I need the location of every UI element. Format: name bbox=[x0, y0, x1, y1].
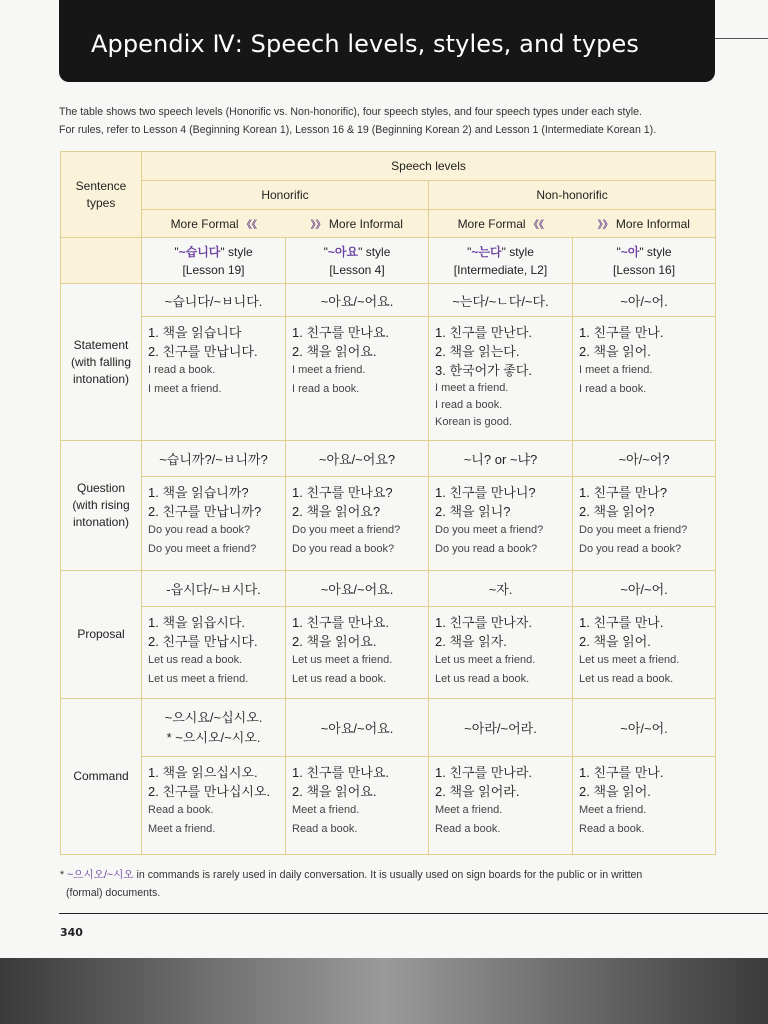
korean-example: 1. 친구를 만나? bbox=[579, 485, 668, 500]
example-cell bbox=[429, 607, 573, 699]
more-informal-header bbox=[286, 210, 429, 238]
english-translation: I meet a friend. bbox=[292, 364, 366, 376]
english-translation: Do you read a book? bbox=[579, 543, 682, 555]
korean-example: 2. 책을 읽어? bbox=[579, 504, 655, 519]
korean-example: 1. 책을 읽으십시오. bbox=[148, 765, 258, 780]
english-translation: Meet a friend. bbox=[292, 804, 360, 816]
english-translation: Let us read a book. bbox=[579, 673, 674, 685]
ending-cell: ~아요/~어요. bbox=[286, 699, 429, 757]
english-translation: I meet a friend. bbox=[579, 364, 653, 376]
example-cell bbox=[573, 757, 716, 855]
style-lesson: [Lesson 19] bbox=[182, 262, 245, 277]
style-ending: ~는다 bbox=[471, 244, 502, 259]
intro-line: For rules, refer to Lesson 4 (Beginning Korean 1), Lesson 16 & 19 (Beginning Korean 2) and Lesson 1 (Intermediate Korean 1). bbox=[59, 124, 657, 136]
english-translation: Read a book. bbox=[292, 823, 358, 835]
english-translation: I read a book. bbox=[435, 399, 503, 411]
example-cell bbox=[142, 757, 286, 855]
korean-example: 2. 친구를 만납시다. bbox=[148, 634, 258, 649]
double-chevron-right-icon: 》》 bbox=[597, 220, 613, 231]
korean-example: 2. 친구를 만납니까? bbox=[148, 504, 262, 519]
footnote-text: in commands is rarely used in daily conversation. It is usually used on sign boards for the public or in written bbox=[133, 869, 643, 881]
double-chevron-left-icon: 《《 bbox=[241, 220, 257, 231]
title-bar bbox=[59, 0, 715, 82]
style-word: style bbox=[509, 244, 534, 259]
english-translation: Do you read a book? bbox=[435, 543, 538, 555]
korean-example: 1. 책을 읽읍시다. bbox=[148, 615, 246, 630]
korean-example: 2. 책을 읽어. bbox=[579, 344, 651, 359]
example-cell bbox=[573, 607, 716, 699]
english-translation: Do you meet a friend? bbox=[292, 524, 401, 536]
style-ending: ~아 bbox=[620, 244, 640, 259]
example-cell bbox=[286, 757, 429, 855]
more-informal-label: More Informal bbox=[328, 217, 403, 231]
english-translation: Do you meet a friend? bbox=[148, 543, 257, 555]
english-translation: Let us meet a friend. bbox=[579, 654, 680, 666]
ending-cell: ~습니다/~ㅂ니다. bbox=[142, 284, 286, 317]
korean-example: 2. 책을 읽어요. bbox=[292, 634, 377, 649]
page-number: 340 bbox=[60, 926, 83, 939]
ending-cell: ~아요/~어요? bbox=[286, 441, 429, 477]
row-label-question: Question (with rising intonation) bbox=[61, 441, 142, 571]
english-translation: I read a book. bbox=[148, 364, 216, 376]
korean-example: 2. 책을 읽어라. bbox=[435, 784, 520, 799]
korean-example: 2. 책을 읽어요? bbox=[292, 504, 381, 519]
ending-cell: ~아라/~어라. bbox=[429, 699, 573, 757]
english-translation: Let us meet a friend. bbox=[435, 654, 536, 666]
korean-example: 1. 친구를 만나요. bbox=[292, 615, 390, 630]
korean-example: 1. 친구를 만나니? bbox=[435, 485, 536, 500]
scan-background bbox=[0, 958, 768, 1024]
example-cell bbox=[142, 607, 286, 699]
style-ending: ~습니다 bbox=[178, 244, 221, 259]
english-translation: Korean is good. bbox=[435, 416, 513, 428]
row-label-proposal: Proposal bbox=[61, 571, 142, 699]
ending-cell: ~아요/~어요. bbox=[286, 284, 429, 317]
footnote-text-cont: (formal) documents. bbox=[66, 887, 161, 899]
english-translation: Let us read a book. bbox=[292, 673, 387, 685]
english-translation: Meet a friend. bbox=[579, 804, 647, 816]
style-word: style bbox=[227, 244, 253, 259]
more-informal-label: More Informal bbox=[615, 217, 690, 231]
row-label-statement: Statement (with falling intonation) bbox=[61, 284, 142, 441]
ending-cell: ~아/~어. bbox=[573, 571, 716, 607]
english-translation: Meet a friend. bbox=[435, 804, 503, 816]
divider bbox=[715, 38, 768, 39]
ending-cell: ~는다/~ㄴ다/~다. bbox=[429, 284, 573, 317]
korean-example: 2. 책을 읽어. bbox=[579, 784, 651, 799]
style-lesson: [Lesson 16] bbox=[612, 262, 676, 277]
page-title: Appendix Ⅳ: Speech levels, styles, and types bbox=[91, 30, 639, 58]
english-translation: I meet a friend. bbox=[435, 382, 509, 394]
footnote-star: * bbox=[60, 869, 65, 881]
english-translation: Let us meet a friend. bbox=[292, 654, 393, 666]
style-cell: "~습니다" style [Lesson 19] bbox=[142, 238, 286, 284]
english-translation: Let us read a book. bbox=[435, 673, 530, 685]
example-cell bbox=[429, 757, 573, 855]
english-translation: Do you meet a friend? bbox=[435, 524, 544, 536]
english-translation: Do you read a book? bbox=[148, 524, 251, 536]
ending-text-alt: * ~으시오/~시오. bbox=[166, 729, 261, 745]
example-cell bbox=[142, 477, 286, 571]
korean-example: 2. 책을 읽니? bbox=[435, 504, 511, 519]
korean-example: 2. 친구를 만납니다. bbox=[148, 344, 258, 359]
english-translation: Read a book. bbox=[435, 823, 501, 835]
korean-example: 2. 책을 읽어요. bbox=[292, 784, 377, 799]
english-translation: Do you meet a friend? bbox=[579, 524, 688, 536]
example-cell bbox=[573, 317, 716, 441]
korean-example: 1. 친구를 만나요. bbox=[292, 765, 390, 780]
english-translation: Read a book. bbox=[579, 823, 645, 835]
korean-example: 1. 친구를 만나요. bbox=[292, 325, 390, 340]
ending-text: ~으시요/~십시오. bbox=[164, 709, 263, 725]
korean-example: 1. 친구를 만나라. bbox=[435, 765, 533, 780]
speech-levels-table bbox=[60, 151, 716, 855]
style-ending: ~아요 bbox=[327, 244, 359, 259]
example-cell bbox=[286, 317, 429, 441]
style-cell: "~는다" style [Intermediate, L2] bbox=[429, 238, 573, 284]
korean-example: 1. 친구를 만나. bbox=[579, 765, 664, 780]
blank-cell bbox=[61, 238, 142, 284]
footnote-term: ~으시오/~시오 bbox=[67, 869, 134, 881]
english-translation: I read a book. bbox=[579, 383, 647, 395]
korean-example: 1. 친구를 만나. bbox=[579, 325, 664, 340]
ending-cell: ~자. bbox=[429, 571, 573, 607]
ending-cell: ~아요/~어요. bbox=[286, 571, 429, 607]
korean-example: 2. 책을 읽자. bbox=[435, 634, 507, 649]
style-cell: "~아" style [Lesson 16] bbox=[573, 238, 716, 284]
korean-example: 3. 한국어가 좋다. bbox=[435, 363, 533, 378]
ending-cell: ~아/~어. bbox=[573, 284, 716, 317]
style-cell: "~아요" style [Lesson 4] bbox=[286, 238, 429, 284]
intro-text bbox=[59, 103, 729, 139]
intro-line: The table shows two speech levels (Honorific vs. Non-honorific), four speech styles, and four speech types under each style. bbox=[59, 106, 642, 118]
example-cell bbox=[429, 477, 573, 571]
style-lesson: [Intermediate, L2] bbox=[453, 262, 548, 277]
english-translation: Do you read a book? bbox=[292, 543, 395, 555]
english-translation: I meet a friend. bbox=[148, 383, 222, 395]
non-honorific-header: Non-honorific bbox=[429, 181, 716, 210]
ending-cell: ~습니까?/~ㅂ니까? bbox=[142, 441, 286, 477]
korean-example: 1. 친구를 만나자. bbox=[435, 615, 533, 630]
row-label-command: Command bbox=[61, 699, 142, 855]
example-cell bbox=[286, 607, 429, 699]
ending-cell: ~아/~어? bbox=[573, 441, 716, 477]
korean-example: 1. 책을 읽습니까? bbox=[148, 485, 249, 500]
style-word: style bbox=[365, 244, 391, 259]
korean-example: 2. 책을 읽는다. bbox=[435, 344, 520, 359]
honorific-header: Honorific bbox=[142, 181, 429, 210]
english-translation: Let us read a book. bbox=[148, 654, 243, 666]
korean-example: 1. 친구를 만난다. bbox=[435, 325, 533, 340]
korean-example: 2. 책을 읽어요. bbox=[292, 344, 377, 359]
speech-levels-header: Speech levels bbox=[142, 152, 716, 181]
korean-example: 1. 책을 읽습니다 bbox=[148, 325, 242, 340]
double-chevron-right-icon: 》》 bbox=[310, 220, 326, 231]
sentence-types-header: Sentence types bbox=[61, 152, 142, 238]
example-cell bbox=[286, 477, 429, 571]
double-chevron-left-icon: 《《 bbox=[528, 220, 544, 231]
korean-example: 2. 책을 읽어. bbox=[579, 634, 651, 649]
divider bbox=[59, 913, 768, 914]
english-translation: Read a book. bbox=[148, 804, 214, 816]
style-lesson: [Lesson 4] bbox=[329, 262, 385, 277]
more-informal-header bbox=[573, 210, 716, 238]
ending-cell: ~니? or ~냐? bbox=[429, 441, 573, 477]
more-formal-label: More Formal bbox=[170, 217, 239, 231]
example-cell bbox=[429, 317, 573, 441]
more-formal-header bbox=[429, 210, 573, 238]
example-cell bbox=[573, 477, 716, 571]
korean-example: 1. 친구를 만나요? bbox=[292, 485, 393, 500]
english-translation: I read a book. bbox=[292, 383, 360, 395]
ending-cell: -읍시다/~ㅂ시다. bbox=[142, 571, 286, 607]
korean-example: 1. 친구를 만나. bbox=[579, 615, 664, 630]
ending-cell bbox=[142, 699, 286, 757]
korean-example: 2. 친구를 만나십시오. bbox=[148, 784, 271, 799]
more-formal-header bbox=[142, 210, 286, 238]
ending-cell: ~아/~어. bbox=[573, 699, 716, 757]
more-formal-label: More Formal bbox=[457, 217, 526, 231]
style-word: style bbox=[646, 244, 672, 259]
english-translation: Let us meet a friend. bbox=[148, 673, 249, 685]
footnote bbox=[60, 866, 720, 902]
example-cell bbox=[142, 317, 286, 441]
english-translation: Meet a friend. bbox=[148, 823, 216, 835]
